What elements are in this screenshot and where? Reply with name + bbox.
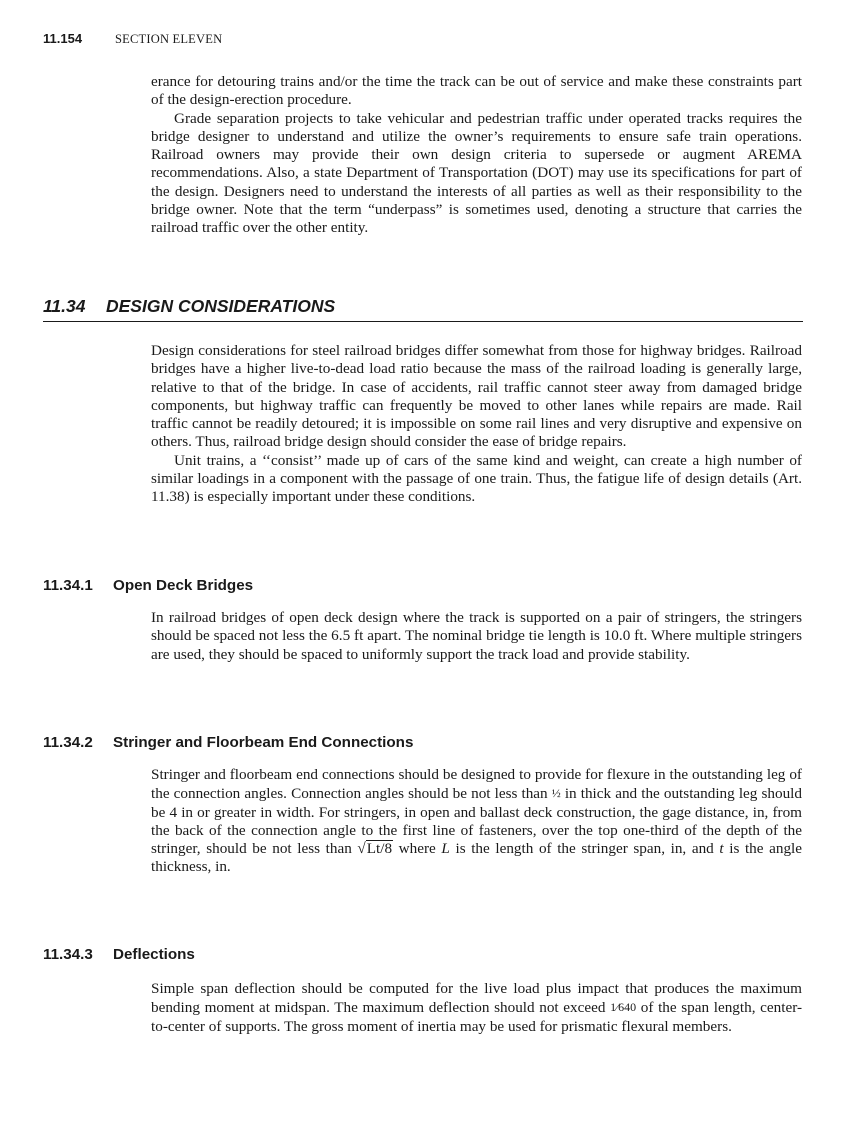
text-run: where	[393, 840, 442, 858]
sqrt-symbol: √	[357, 840, 366, 858]
design-considerations-paragraph-1: Design considerations for steel railroad bridges differ somewhat from those for highway bridges. Railroad bridges have a higher live-to-dead load ratio because the mass of the railroad loading is generally large, relative to that of the bridge. In case of accidents, rail traffic cannot steer away from damaged bridge components, but highway traffic can frequently be moved to other lanes while repairs are made. Rail traffic cannot be readily detoured; it is impossible on some rail lines and very disruptive and expensive on others. Thus, railroad bridge design should consider the ease of bridge repairs.	[151, 342, 802, 451]
subsection-title: Stringer and Floorbeam End Connections	[113, 734, 414, 751]
end-connections-paragraph	[151, 766, 802, 877]
text-run: of the span length, center-to-center of supports. The gross moment of inertia may be used for prismatic flexural members.	[151, 999, 803, 1035]
variable-L: L	[441, 840, 450, 858]
running-header	[43, 31, 222, 47]
subsection-number: 11.34.2	[43, 734, 93, 751]
open-deck-body	[151, 609, 802, 664]
subsection-heading-11-34-1	[43, 577, 253, 594]
variable-t: t	[719, 840, 724, 858]
section-label: SECTION ELEVEN	[115, 32, 223, 46]
section-heading-11-34	[43, 296, 803, 322]
deflections-body	[151, 980, 802, 1036]
design-considerations-paragraph-2: Unit trains, a ‘‘consist’’ made up of cars of the same kind and weight, can create a high number of similar loadings in a component with the passage of one train. Thus, the fatigue life of design details (Art. 11.38) is especially important under these conditions.	[151, 451, 802, 506]
section-number: 11.34	[43, 296, 86, 316]
subsection-title: Open Deck Bridges	[113, 577, 254, 594]
continuation-paragraph-2: Grade separation projects to take vehicular and pedestrian traffic under operated tracks requires the bridge designer to understand and utilize the owner’s requirements to ensure safe train operations. Railroad owners may provide their own design criteria to supersede or augment AREMA recommendations. Also, a state Department of Transportation (DOT) may use its specifications for part of the design. Designers need to understand the interests of all parties as well as their responsibility to the bridge owner. Note that the term “underpass” is sometimes used, denoting a structure that carries the railroad traffic over the other entity.	[151, 109, 802, 237]
half-fraction: ½	[551, 786, 561, 801]
text-run: in thick and the outstanding leg should be 4 in or greater in width. For stringers, in open and ballast deck construction, the gage distance, in, from the back of the connection angle to the first line of fasteners, over the top one-third of the depth of the stringer, should be not less than	[151, 785, 802, 858]
sqrt-formula	[357, 840, 393, 857]
subsection-number: 11.34.3	[43, 946, 93, 963]
end-connections-body	[151, 766, 802, 877]
text-run: Stringer and floorbeam end connections should be designed to provide for flexure in the outstanding leg of the connection angles. Connection angles should be not less than	[151, 766, 802, 803]
subsection-heading-11-34-2	[43, 734, 413, 751]
section-title: DESIGN CONSIDERATIONS	[106, 296, 336, 316]
deflections-paragraph	[151, 980, 802, 1036]
subsection-number: 11.34.1	[43, 577, 93, 594]
page-number: 11.154	[43, 31, 83, 46]
formula-radicand: Lt/8	[366, 840, 393, 858]
open-deck-paragraph: In railroad bridges of open deck design where the track is supported on a pair of stringers, the stringers should be spaced not less the 6.5 ft apart. The nominal bridge tie length is 10.0 ft. Where multiple stringers are used, they should be spaced to uniformly support the track load and provide stability.	[151, 609, 802, 663]
text-run: is the angle thickness, in.	[151, 840, 803, 876]
deflection-fraction: 1⁄640	[610, 1000, 637, 1015]
subsection-title: Deflections	[113, 946, 195, 963]
subsection-heading-11-34-3	[43, 946, 195, 963]
continuation-text	[151, 73, 802, 238]
continuation-paragraph-1: erance for detouring trains and/or the time the track can be out of service and make these constraints part of the design-erection procedure.	[151, 73, 802, 109]
text-run: is the length of the stringer span, in, and	[449, 840, 720, 858]
section-11-34-body	[151, 342, 802, 507]
text-run: Simple span deflection should be computed for the live load plus impact that produces the maximum bending moment at midspan. The maximum deflection should not exceed	[151, 980, 802, 1017]
